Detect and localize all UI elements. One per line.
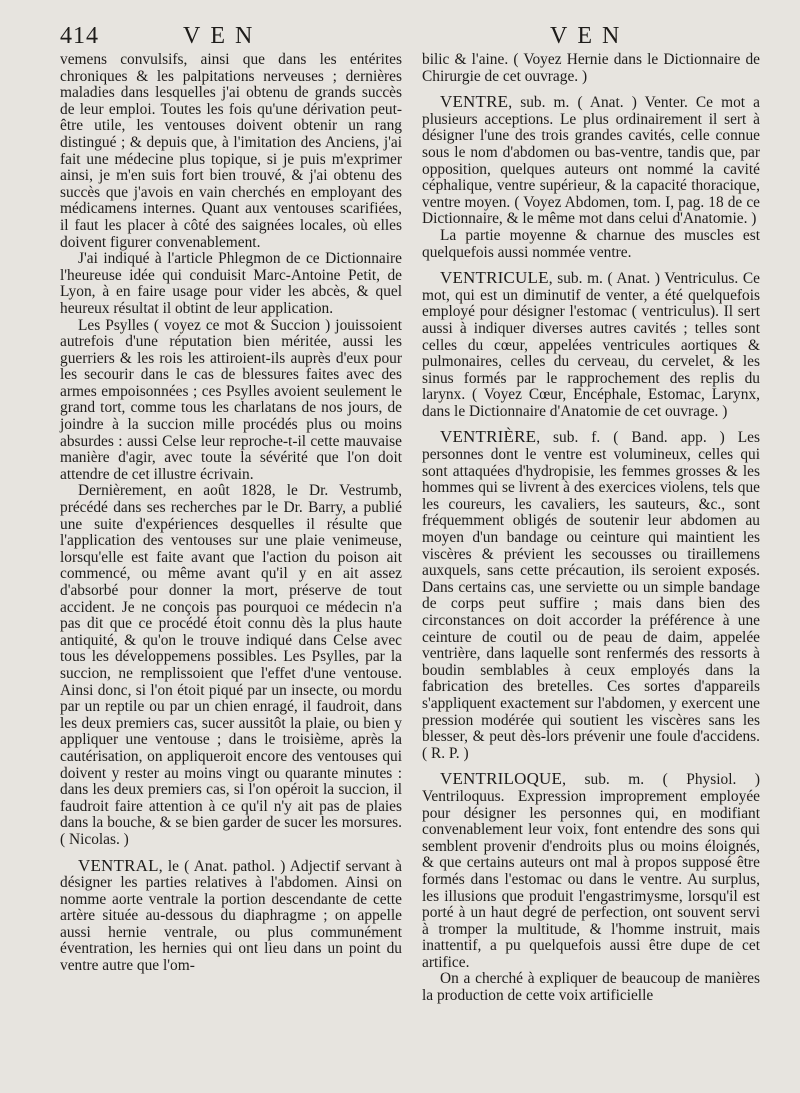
entry-body: , sub. m. ( Anat. ) Ventriculus. Ce mot, qui est un diminutif de venter, a été quelquefois employé pour désigner l'estomac ( ventriculus). Il sert aussi à indiquer diverses autres cavités ; telles sont celles du cœur, appelées ventricules aortiques & pulmonaires, celles du cerveau, du cervelet, & les sinus formés par le rapprochement des replis du larynx. ( Voyez Cœur, Encéphale, Estomac, Larynx, dans le Dictionnaire d'Anatomie de cet ouvrage. )	[422, 270, 760, 420]
paragraph: vemens convulsifs, ainsi que dans les entérites chroniques & les palpitations nerveuses ; dernières maladies dans lesquelles j'ai obtenu de grands succès de leur emploi. Toutes les fois qu'une dérivation peut-être utile, les ventouses doivent obtenir un rang distingué ; & depuis que, à l'imitation des Anciens, j'ai fait une médecine plus topique, si je puis m'exprimer ainsi, je m'en suis fort bien trouvé, & j'ai obtenu des succès que j'avois en vain cherchés en employant des médicamens internes. Quant aux ventouses scarifiées, il faut les placer à côté des saignées locales, où elles doivent figurer convenablement.	[60, 51, 402, 251]
paragraph: J'ai indiqué à l'article Phlegmon de ce Dictionnaire l'heureuse idée qui conduisit Marc-Antoine Petit, de Lyon, à en faire usage pour vider les abcès, & quel heureux résultat il obtint de leur application.	[60, 250, 402, 317]
paragraph: Les Psylles ( voyez ce mot & Succion ) jouissoient autrefois d'une réputation bien méritée, aussi les guerriers & les rois les attiroient-ils auprès d'eux pour les secourir dans le cas de blessures faites avec des armes empoisonnées ; ces Psylles avoient seulement le grand tort, comme tous les charlatans de nos jours, de joindre à la succion mille procédés plus ou moins absurdes : aussi Celse leur reproche-t-il cette mauvaise manière d'agir, avec toute la sévérité que l'on doit attendre de cet illustre écrivain.	[60, 316, 402, 483]
dictionary-entry	[422, 771, 760, 971]
paragraph: La partie moyenne & charnue des muscles est quelquefois aussi nommée ventre.	[422, 226, 760, 261]
entry-headword: VENTRE	[440, 92, 509, 112]
page-number: 414	[60, 23, 99, 49]
dictionary-entry	[422, 429, 760, 762]
dictionary-entry	[422, 270, 760, 420]
entry-headword: VENTRAL	[78, 855, 159, 875]
running-header	[0, 22, 800, 50]
running-head-left: VEN	[183, 23, 263, 49]
entry-body: , sub. f. ( Band. app. ) Les personnes dont le ventre est volumineux, celles qui sont attaquées d'hydropisie, les femmes grosses & les hommes qui se livrent à des exercices violens, tels que les coureurs, les cavaliers, les sauteurs, &c., sont fréquemment obligés de soutenir leur abdomen au moyen d'un bandage ou ceinture qui maintient les viscères & prévient les secousses ou tiraillemens auxquels, sans cette précaution, ils seroient exposés. Dans certains cas, une serviette ou un simple bandage de corps peut suffire ; mais dans bien des circonstances on doit accorder la préférence à une ceinture de coutil ou de peau de daim, appelée ventrière, dans laquelle sont renfermés des ressorts à boudin semblables à ceux employés dans la fabrication des bretelles. Ces sortes d'appareils s'appliquent exactement sur l'abdomen, y exercent une pression modérée qui soutient les viscères sans les blesser, & peut dès-lors prévenir une foule d'accidens. ( R. P. )	[422, 429, 760, 762]
dictionary-entry	[60, 855, 402, 975]
right-column	[422, 52, 760, 1005]
entry-headword: VENTRICULE	[440, 268, 549, 288]
left-column	[60, 52, 402, 975]
entry-headword: VENTRIÈRE	[440, 427, 537, 447]
entry-headword: VENTRILOQUE	[440, 769, 563, 789]
running-head-right: VEN	[550, 23, 630, 49]
entry-body: , le ( Anat. pathol. ) Adjectif servant à désigner les parties relatives à l'abdomen. Ainsi on nomme aorte ventrale la portion descendante de cette artère située au-dessous du diaphragme ; on appelle aussi hernie ventrale, ou plus communément éventration, les hernies qui ont lieu dans un point du ventre autre que l'om-	[60, 857, 402, 975]
entry-body: , sub. m. ( Physiol. ) Ventriloquus. Expression improprement employée pour désigner les personnes qui, en modifiant convenablement leur voix, font entendre des sons qui semblent provenir d'endroits plus ou moins éloignés, & que certains auteurs ont mal à propos supposé être formés dans l'estomac ou dans le ventre. Au surplus, les illusions que produit l'engastrimysme, lorsqu'il est porté à un haut degré de perfection, ont souvent servi à tromper la multitude, & l'homme instruit, mais inattentif, a pu quelquefois aussi être dupe de cet artifice.	[422, 771, 760, 971]
paragraph: On a cherché à expliquer de beaucoup de manières la production de cette voix artificielle	[422, 970, 760, 1005]
paragraph: Dernièrement, en août 1828, le Dr. Vestrumb, précédé dans ses recherches par le Dr. Barry, a publié une suite d'expériences desquelles il résulte que l'application des ventouses sur une plaie venimeuse, lorsqu'elle est faite avant que l'action du poison ait commencé, ou même avant qu'il y en ait assez d'absorbé pour donner la mort, préserve de tout accident. Je ne conçois pas pourquoi ce médecin n'a pas dit que ce procédé étoit connu dès la plus haute antiquité, & qu'on le trouve indiqué dans Celse avec tous les développemens possibles. Les Psylles, par la succion, ne remplissoient que l'effet d'une ventouse. Ainsi donc, si l'on étoit piqué par un insecte, ou mordu par un reptile ou par un chien enragé, il faudroit, dans les deux premiers cas, sucer aussitôt la plaie, ou bien y appliquer une ventouse ; dans le troisième, après la cautérisation, on appliqueroit encore des ventouses qui doivent y rester au moins vingt ou quarante minutes : dans les deux premiers cas, si l'on opéroit la succion, il faudroit faire attention à ce qu'il n'y ait pas de plaies dans la bouche, & se bien garder de sucer les morsures. ( Nicolas. )	[60, 482, 402, 848]
paragraph: bilic & l'aine. ( Voyez Hernie dans le Dictionnaire de Chirurgie de cet ouvrage. )	[422, 51, 760, 85]
entry-body: , sub. m. ( Anat. ) Venter. Ce mot a plusieurs acceptions. Le plus ordinairement il sert à désigner l'une des trois grandes cavités, celle connue sous le nom d'abdomen ou bas-ventre, tandis que, par opposition, quelques auteurs ont nommé la cavité céphalique, ventre supérieur, & la capacité thoracique, ventre moyen. ( Voyez Abdomen, tom. I, pag. 18 de ce Dictionnaire, & le même mot dans celui d'Anatomie. )	[422, 94, 760, 228]
dictionary-entry	[422, 94, 760, 228]
